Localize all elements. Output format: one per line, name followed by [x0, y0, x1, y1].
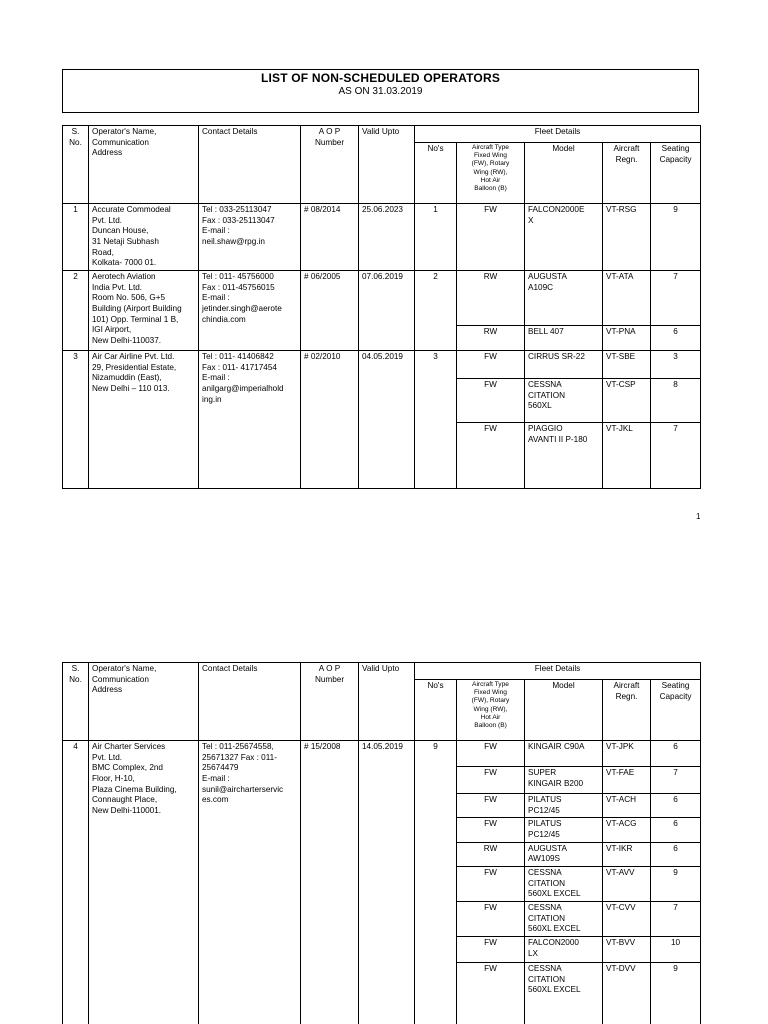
aircraft-seats: 9: [651, 204, 701, 271]
aircraft-model: PILATUS PC12/45: [525, 794, 603, 818]
document-title: LIST OF NON-SCHEDULED OPERATORS: [260, 71, 501, 85]
header-regn: Aircraft Regn.: [603, 680, 651, 741]
operator-valid-upto: 25.06.2023: [359, 204, 415, 271]
operator-sno: 2: [63, 270, 89, 350]
header-nos: No's: [415, 680, 457, 741]
aircraft-model: FALCON2000E X: [525, 204, 603, 271]
empty-cell: [359, 962, 415, 1024]
empty-cell: [359, 378, 415, 422]
empty-cell: [63, 422, 89, 488]
aircraft-seats: 6: [651, 842, 701, 866]
header-model: Model: [525, 680, 603, 741]
operator-aop: # 08/2014: [301, 204, 359, 271]
aircraft-type: FW: [457, 866, 525, 901]
aircraft-regn: VT-AVV: [603, 866, 651, 901]
header-sno: S. No.: [63, 663, 89, 741]
operator-name-address: Air Charter Services Pvt. Ltd. BMC Complex, 2nd Floor, H-10, Plaza Cinema Building, Connaught Place, New Delhi-110001.: [89, 741, 199, 963]
operators-table-page-1: [62, 125, 701, 489]
aircraft-model: BELL 407: [525, 325, 603, 350]
aircraft-seats: 9: [651, 962, 701, 1024]
operator-valid-upto: 07.06.2019: [359, 270, 415, 350]
aircraft-model: CESSNA CITATION 560XL: [525, 378, 603, 422]
empty-cell: [301, 378, 359, 422]
fleet-count: 1: [415, 204, 457, 271]
operator-aop: # 06/2005: [301, 270, 359, 350]
header-nos: No's: [415, 143, 457, 204]
aircraft-seats: 7: [651, 901, 701, 936]
aircraft-seats: 7: [651, 422, 701, 488]
table-row: [63, 741, 701, 767]
aircraft-regn: VT-JKL: [603, 422, 651, 488]
aircraft-regn: VT-DVV: [603, 962, 651, 1024]
aircraft-seats: 7: [651, 767, 701, 794]
aircraft-regn: VT-ACH: [603, 794, 651, 818]
header-model: Model: [525, 143, 603, 204]
aircraft-type: FW: [457, 767, 525, 794]
aircraft-regn: VT-ACG: [603, 818, 651, 842]
header-operator: Operator's Name, Communication Address: [89, 663, 199, 741]
aircraft-type: FW: [457, 794, 525, 818]
aircraft-regn: VT-JPK: [603, 741, 651, 767]
aircraft-seats: 8: [651, 378, 701, 422]
operator-valid-upto: 04.05.2019: [359, 350, 415, 378]
aircraft-model: SUPER KINGAIR B200: [525, 767, 603, 794]
empty-cell: [199, 422, 301, 488]
document-title-box: [62, 69, 699, 113]
aircraft-model: KINGAIR C90A: [525, 741, 603, 767]
aircraft-regn: VT-RSG: [603, 204, 651, 271]
empty-cell: [89, 962, 199, 1024]
fleet-count: 9: [415, 741, 457, 963]
operator-aop: # 15/2008: [301, 741, 359, 963]
header-aop: A O P Number: [301, 126, 359, 204]
document-subtitle: AS ON 31.03.2019: [338, 86, 423, 97]
aircraft-type: FW: [457, 422, 525, 488]
empty-cell: [359, 422, 415, 488]
aircraft-regn: VT-BVV: [603, 936, 651, 962]
operator-contact: Tel : 011- 45756000 Fax : 011-45756015 E-mail : jetinder.singh@aerote chindia.com: [199, 270, 301, 350]
header-sno: S. No.: [63, 126, 89, 204]
header-seating: Seating Capacity: [651, 680, 701, 741]
aircraft-model: AUGUSTA AW109S: [525, 842, 603, 866]
aircraft-model: PIAGGIO AVANTI II P-180: [525, 422, 603, 488]
header-seating: Seating Capacity: [651, 143, 701, 204]
header-regn: Aircraft Regn.: [603, 143, 651, 204]
aircraft-seats: 6: [651, 741, 701, 767]
empty-cell: [301, 962, 359, 1024]
aircraft-model: CESSNA CITATION 560XL EXCEL: [525, 962, 603, 1024]
aircraft-model: CIRRUS SR-22: [525, 350, 603, 378]
operator-contact: Tel : 011-25674558, 25671327 Fax : 011- 25674479 E-mail : sunil@aircharterservic es.com: [199, 741, 301, 963]
header-aircraft-type: Aircraft Type Fixed Wing (FW), Rotary Wing (RW), Hot Air Balloon (B): [457, 143, 525, 204]
aircraft-type: FW: [457, 741, 525, 767]
fleet-count: 2: [415, 270, 457, 350]
aircraft-seats: 6: [651, 794, 701, 818]
aircraft-type: FW: [457, 204, 525, 271]
aircraft-model: CESSNA CITATION 560XL EXCEL: [525, 866, 603, 901]
operator-name-address: Aerotech Aviation India Pvt. Ltd. Room No. 506, G+5 Building (Airport Building 101) Opp. Terminal 1 B, IGI Airport, New Delhi-110037.: [89, 270, 199, 350]
operators-table-page-2: [62, 662, 701, 1024]
aircraft-type: RW: [457, 325, 525, 350]
aircraft-seats: 9: [651, 866, 701, 901]
aircraft-model: CESSNA CITATION 560XL EXCEL: [525, 901, 603, 936]
header-contact: Contact Details: [199, 126, 301, 204]
aircraft-model: AUGUSTA A109C: [525, 270, 603, 325]
aircraft-regn: VT-CVV: [603, 901, 651, 936]
aircraft-seats: 10: [651, 936, 701, 962]
header-valid: Valid Upto: [359, 663, 415, 741]
operator-contact: Tel : 011- 41406842 Fax : 011- 41717454 E-mail : anilgarg@imperialhold ing.in: [199, 350, 301, 422]
aircraft-type: FW: [457, 350, 525, 378]
operator-sno: 3: [63, 350, 89, 378]
aircraft-type: RW: [457, 270, 525, 325]
page-number: 1: [696, 512, 701, 521]
aircraft-regn: VT-ATA: [603, 270, 651, 325]
header-aop: A O P Number: [301, 663, 359, 741]
empty-cell: [63, 378, 89, 422]
aircraft-type: FW: [457, 936, 525, 962]
operator-name-address: Air Car Airline Pvt. Ltd. 29, Presidential Estate, Nizamuddin (East), New Delhi – 110 013.: [89, 350, 199, 422]
header-aircraft-type: Aircraft Type Fixed Wing (FW), Rotary Wing (RW), Hot Air Balloon (B): [457, 680, 525, 741]
table-row: [63, 270, 701, 325]
empty-cell: [415, 378, 457, 422]
operator-name-address: Accurate Commodeal Pvt. Ltd. Duncan House, 31 Netaji Subhash Road, Kolkata- 7000 01.: [89, 204, 199, 271]
aircraft-regn: VT-SBE: [603, 350, 651, 378]
header-fleet: Fleet Details: [415, 126, 701, 143]
operator-contact: Tel : 033-25113047 Fax : 033-25113047 E-mail : neil.shaw@rpg.in: [199, 204, 301, 271]
empty-cell: [89, 422, 199, 488]
operator-aop: # 02/2010: [301, 350, 359, 378]
aircraft-seats: 3: [651, 350, 701, 378]
empty-cell: [301, 422, 359, 488]
table-row: [63, 962, 701, 1024]
aircraft-type: RW: [457, 842, 525, 866]
table-row: [63, 204, 701, 271]
aircraft-seats: 6: [651, 325, 701, 350]
empty-cell: [63, 962, 89, 1024]
table-row: [63, 350, 701, 378]
header-operator: Operator's Name, Communication Address: [89, 126, 199, 204]
empty-cell: [415, 422, 457, 488]
aircraft-seats: 6: [651, 818, 701, 842]
header-contact: Contact Details: [199, 663, 301, 741]
aircraft-model: PILATUS PC12/45: [525, 818, 603, 842]
fleet-count: 3: [415, 350, 457, 378]
empty-cell: [199, 962, 301, 1024]
aircraft-type: FW: [457, 378, 525, 422]
aircraft-type: FW: [457, 818, 525, 842]
header-valid: Valid Upto: [359, 126, 415, 204]
aircraft-regn: VT-CSP: [603, 378, 651, 422]
aircraft-regn: VT-IKR: [603, 842, 651, 866]
operator-valid-upto: 14.05.2019: [359, 741, 415, 963]
empty-cell: [415, 962, 457, 1024]
header-fleet: Fleet Details: [415, 663, 701, 680]
table-row: [63, 422, 701, 488]
aircraft-type: FW: [457, 901, 525, 936]
operator-sno: 1: [63, 204, 89, 271]
operator-sno: 4: [63, 741, 89, 963]
aircraft-regn: VT-FAE: [603, 767, 651, 794]
aircraft-type: FW: [457, 962, 525, 1024]
aircraft-seats: 7: [651, 270, 701, 325]
aircraft-model: FALCON2000 LX: [525, 936, 603, 962]
aircraft-regn: VT-PNA: [603, 325, 651, 350]
